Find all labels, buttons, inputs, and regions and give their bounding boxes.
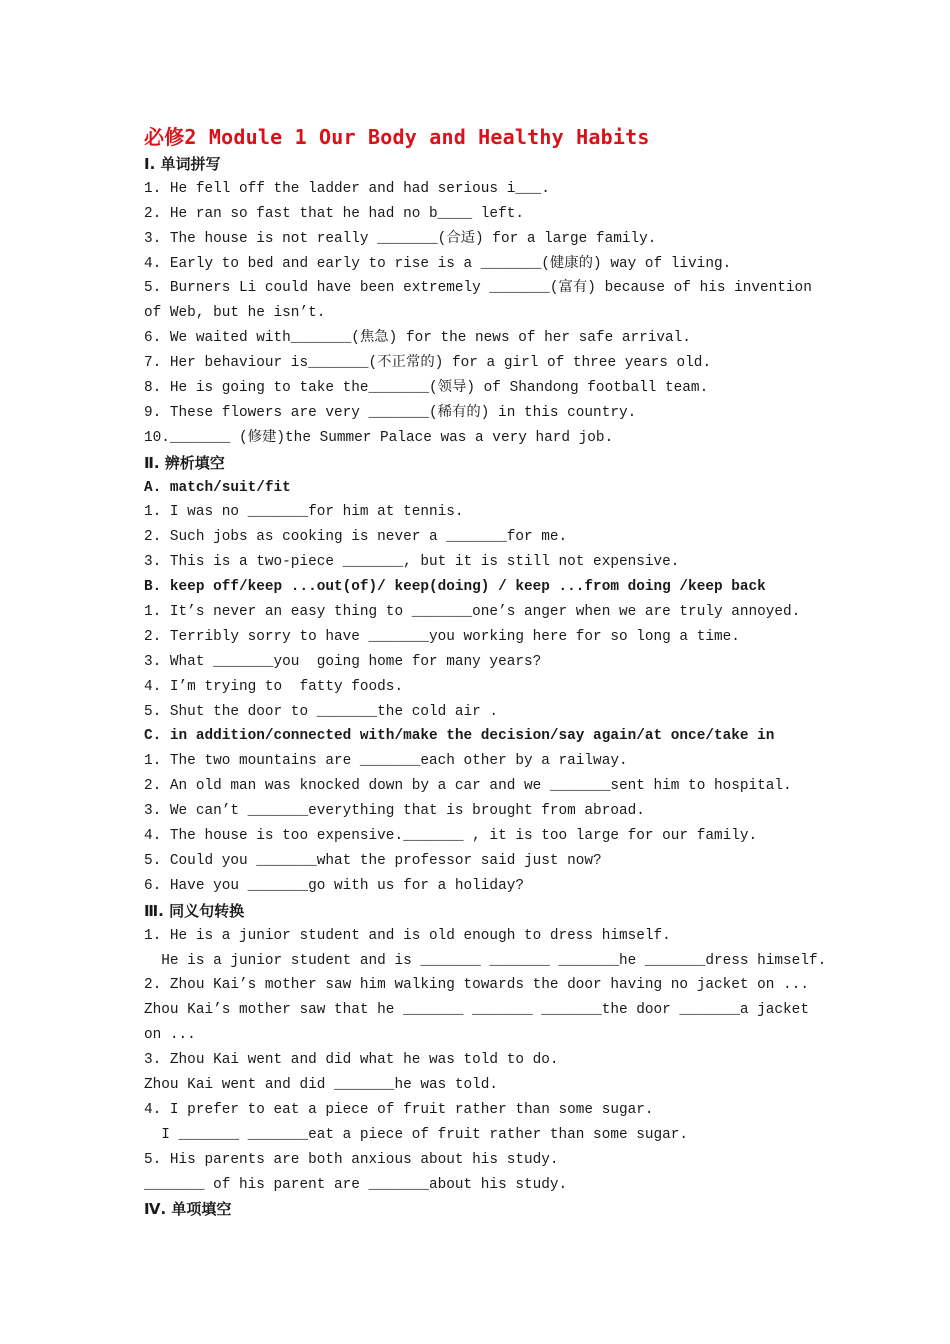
exercise-line: 5. His parents are both anxious about his study.: [144, 1151, 559, 1168]
exercise-line: 3. This is a two-piece _______, but it is still not expensive.: [144, 554, 680, 571]
section-heading: Ⅱ. 辨析填空: [144, 453, 225, 472]
exercise-line: 1. I was no _______for him at tennis.: [144, 504, 464, 521]
exercise-line: I _______ _______eat a piece of fruit rather than some sugar.: [144, 1126, 689, 1143]
exercise-line: 1. He is a junior student and is old enough to dress himself.: [144, 927, 671, 944]
subsection-heading: C. in addition/connected with/make the decision/say again/at once/take in: [144, 728, 775, 745]
exercise-line: 2. Zhou Kai’s mother saw him walking towards the door having no jacket on ...: [144, 977, 809, 994]
exercise-line: 2. An old man was knocked down by a car and we _______sent him to hospital.: [144, 778, 792, 795]
exercise-line: 1. It’s never an easy thing to _______one’s anger when we are truly annoyed.: [144, 604, 801, 621]
exercise-line: 4. I’m trying to fatty foods.: [144, 678, 404, 695]
subsection-heading: A. match/suit/fit: [144, 479, 291, 496]
exercise-line: 7. Her behaviour is_______(不正常的) for a girl of three years old.: [144, 355, 712, 372]
exercise-line: 4. The house is too expensive._______ , it is too large for our family.: [144, 828, 758, 845]
exercise-line: 6. We waited with_______(焦急) for the news of her safe arrival.: [144, 330, 691, 347]
exercise-line: 3. Zhou Kai went and did what he was told to do.: [144, 1052, 559, 1069]
exercise-line: 4. Early to bed and early to rise is a _______(健康的) way of living.: [144, 255, 732, 272]
worksheet-page: [144, 122, 827, 1222]
section-heading: Ⅲ. 同义句转换: [144, 901, 245, 920]
section-heading: Ⅰ. 单词拼写: [144, 155, 221, 173]
exercise-line: He is a junior student and is _______ _______ _______he _______dress himself.: [144, 952, 827, 969]
exercise-line: 5. Burners Li could have been extremely _______(富有) because of his invention: [144, 280, 812, 297]
exercise-line: 4. I prefer to eat a piece of fruit rather than some sugar.: [144, 1101, 654, 1118]
section-heading: Ⅳ. 单项填空: [144, 1200, 232, 1219]
exercise-line: 3. We can’t _______everything that is brought from abroad.: [144, 803, 645, 820]
exercise-line: 2. Terribly sorry to have _______you working here for so long a time.: [144, 628, 740, 645]
exercise-line: 2. He ran so fast that he had no b____ left.: [144, 205, 524, 222]
worksheet-body: [144, 152, 827, 1222]
worksheet-title: 必修2 Module 1 Our Body and Healthy Habits: [144, 125, 650, 149]
exercise-line: 10._______ (修建)the Summer Palace was a very hard job.: [144, 429, 614, 446]
exercise-line: 8. He is going to take the_______(领导) of Shandong football team.: [144, 380, 709, 397]
exercise-line: 6. Have you _______go with us for a holiday?: [144, 877, 524, 894]
exercise-line: 1. The two mountains are _______each other by a railway.: [144, 753, 628, 770]
exercise-line: Zhou Kai’s mother saw that he _______ _______ _______the door _______a jacket: [144, 1002, 809, 1019]
exercise-line: Zhou Kai went and did _______he was told.: [144, 1076, 499, 1093]
exercise-line: 5. Could you _______what the professor said just now?: [144, 852, 602, 869]
exercise-line: on ...: [144, 1027, 196, 1044]
exercise-line: 3. What _______you going home for many years?: [144, 653, 542, 670]
exercise-line: 1. He fell off the ladder and had serious i___.: [144, 180, 550, 197]
exercise-line: 3. The house is not really _______(合适) for a large family.: [144, 230, 657, 247]
exercise-line: 9. These flowers are very _______(稀有的) in this country.: [144, 404, 637, 421]
exercise-line: of Web, but he isn’t.: [144, 305, 326, 322]
exercise-line: 5. Shut the door to _______the cold air .: [144, 703, 499, 720]
exercise-line: 2. Such jobs as cooking is never a _______for me.: [144, 529, 568, 546]
exercise-line: _______ of his parent are _______about his study.: [144, 1176, 568, 1193]
subsection-heading: B. keep off/keep ...out(of)/ keep(doing) / keep ...from doing /keep back: [144, 579, 766, 596]
